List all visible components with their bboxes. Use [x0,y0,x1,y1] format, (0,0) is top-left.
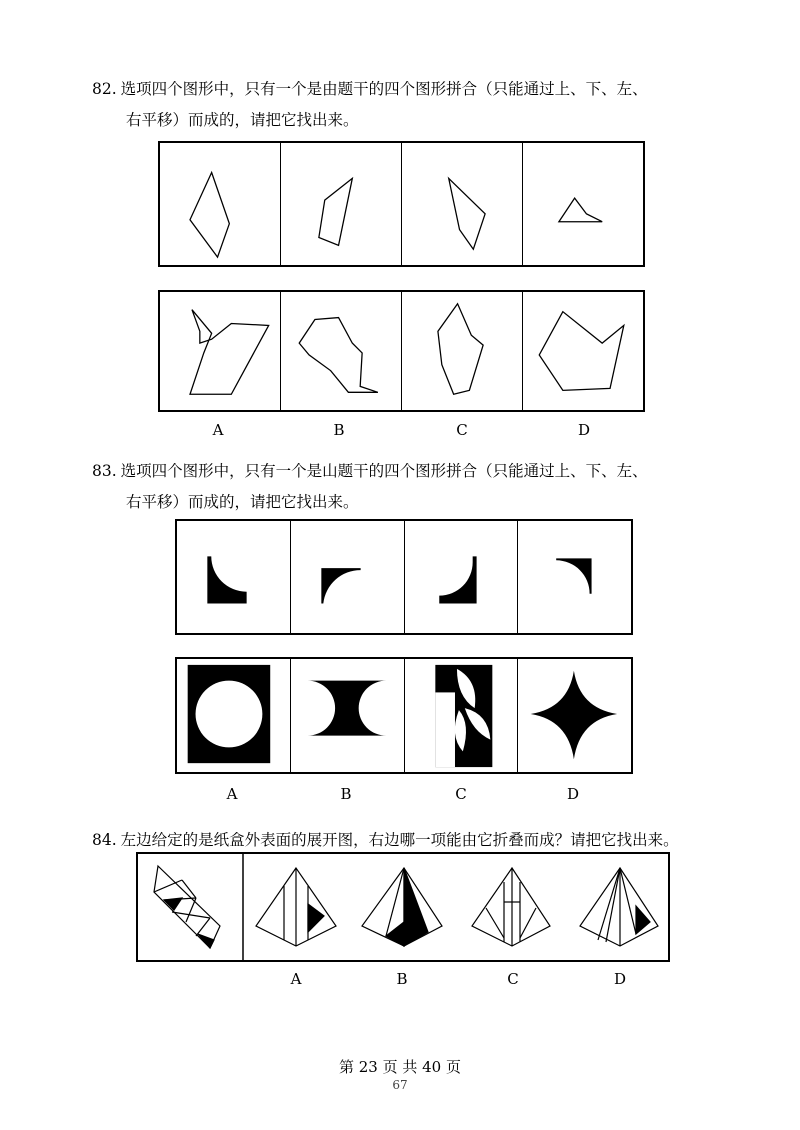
question-number: 82. [92,80,117,98]
q84-option-d[interactable] [580,868,658,946]
question-line-1: 选项四个图形中，只有一个是由题干的四个图形拼合（只能通过上、下、左、 [120,80,648,98]
option-letter-b: B [340,785,352,803]
q82-stem-panel [158,141,645,267]
option-letter-c: C [507,970,519,988]
question-line-2: 右平移）而成的，请把它找出来。 [126,493,359,511]
option-letter-b: B [333,421,345,439]
option-letter-a: A [290,970,302,988]
question-number: 84. [92,831,117,849]
q82-stem-shape-1 [160,143,281,265]
q83-stem-shape-2 [291,521,405,633]
q83-option-c[interactable] [405,659,519,772]
question-line-2: 右平移）而成的，请把它找出来。 [126,111,359,129]
q82-stem-shape-2 [281,143,402,265]
option-letter-a: A [226,785,238,803]
question-82-text [92,74,732,136]
q83-stem-shape-1 [177,521,291,633]
q83-options-panel [175,657,633,774]
q84-option-c[interactable] [472,868,550,946]
q83-stem-panel [175,519,633,635]
option-letter-c: C [455,785,467,803]
question-line-1: 左边给定的是纸盒外表面的展开图，右边哪一项能由它折叠而成？请把它找出来。 [120,831,679,849]
page-number: 67 [392,1078,408,1092]
option-letter-d: D [613,970,627,988]
option-letter-d: D [566,785,580,803]
option-letter-c: C [456,421,468,439]
page-info: 第 23 页 共 40 页 [338,1058,461,1076]
question-line-1: 选项四个图形中，只有一个是山题干的四个图形拼合（只能通过上、下、左、 [120,462,648,480]
q84-option-a[interactable] [256,868,336,946]
q84-unfolded-net [154,866,220,948]
q83-stem-shape-3 [405,521,519,633]
q82-option-c[interactable] [402,292,523,410]
question-number: 83. [92,462,117,480]
q83-stem-shape-4 [518,521,631,633]
q83-option-d[interactable] [518,659,631,772]
option-letter-b: B [396,970,408,988]
q82-option-b[interactable] [281,292,402,410]
q83-option-a[interactable] [177,659,291,772]
q83-option-b[interactable] [291,659,405,772]
q84-option-b[interactable] [362,868,442,946]
q82-stem-shape-4 [523,143,643,265]
q82-stem-shape-3 [402,143,523,265]
q84-figure-panel [136,852,670,962]
q82-option-a[interactable] [160,292,281,410]
option-letter-a: A [212,421,224,439]
q82-options-panel [158,290,645,412]
q82-option-d[interactable] [523,292,643,410]
option-letter-d: D [577,421,591,439]
question-83-text [92,456,732,518]
